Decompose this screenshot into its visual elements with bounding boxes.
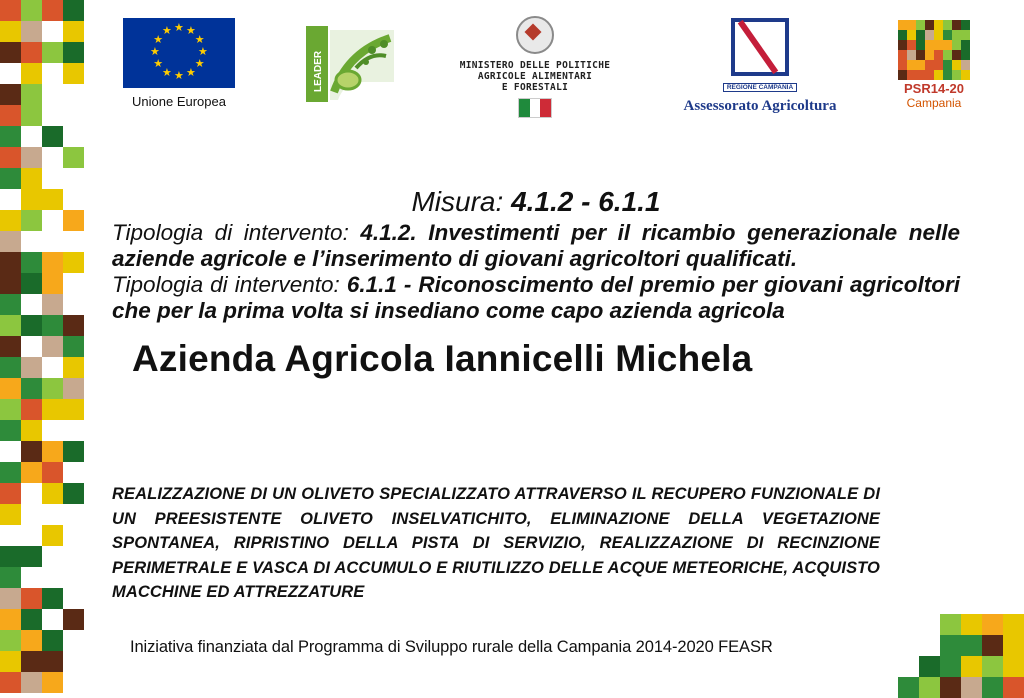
mosaic-tile: [0, 651, 21, 672]
mosaic-tile: [0, 273, 21, 294]
mosaic-tile: [21, 630, 42, 651]
regione-campania-small-label: REGIONE CAMPANIA: [723, 83, 797, 92]
psr-mosaic-tile: [952, 40, 961, 50]
mosaic-tile: [919, 656, 940, 677]
psr-mosaic-tile: [943, 40, 952, 50]
mosaic-tile: [42, 273, 63, 294]
decorative-mosaic-left: [0, 0, 88, 698]
mosaic-tile: [63, 252, 84, 273]
psr-mosaic-tile: [952, 30, 961, 40]
mosaic-tile: [1003, 677, 1024, 698]
mosaic-tile: [0, 504, 21, 525]
psr-mosaic-tile: [898, 70, 907, 80]
psr-mosaic-tile: [943, 20, 952, 30]
mosaic-tile: [42, 42, 63, 63]
mosaic-tile: [42, 252, 63, 273]
tipologia-1-label: Tipologia di intervento:: [112, 220, 361, 245]
mosaic-tile: [0, 672, 21, 693]
psr-mosaic-tile: [934, 40, 943, 50]
tipologia-1: [112, 220, 960, 272]
mosaic-tile: [961, 614, 982, 635]
mosaic-tile: [0, 21, 21, 42]
psr-mosaic-tile: [916, 40, 925, 50]
leader-logo: [304, 22, 400, 108]
eu-star-icon: ★: [150, 46, 160, 58]
psr-logo: [894, 20, 974, 110]
mosaic-tile: [42, 483, 63, 504]
psr-mosaic-tile: [943, 50, 952, 60]
psr-mosaic-tile: [952, 50, 961, 60]
mosaic-tile: [982, 614, 1003, 635]
psr-mosaic-tile: [934, 70, 943, 80]
eu-star-icon: ★: [186, 66, 196, 79]
psr-mosaic-tile: [934, 60, 943, 70]
mosaic-tile: [961, 635, 982, 656]
psr-mosaic-tile: [961, 40, 970, 50]
mosaic-tile: [0, 231, 21, 252]
mosaic-tile: [63, 378, 84, 399]
mosaic-tile: [1003, 614, 1024, 635]
mosaic-tile: [21, 210, 42, 231]
mosaic-tile: [63, 63, 84, 84]
mosaic-tile: [42, 651, 63, 672]
mosaic-tile: [42, 336, 63, 357]
italian-republic-emblem-icon: [516, 16, 554, 54]
mosaic-tile: [63, 21, 84, 42]
mosaic-tile: [21, 21, 42, 42]
mosaic-tile: [63, 315, 84, 336]
eu-star-icon: ★: [198, 46, 208, 58]
psr-mosaic-tile: [898, 50, 907, 60]
psr-mosaic-tile: [916, 30, 925, 40]
mosaic-tile: [940, 635, 961, 656]
psr-subtitle: Campania: [906, 96, 962, 110]
ministero-line-2: AGRICOLE ALIMENTARI: [477, 71, 593, 82]
psr-mosaic-tile: [934, 50, 943, 60]
psr-mosaic-tile: [952, 70, 961, 80]
tipologia-2: [112, 272, 960, 324]
psr-mosaic-tile: [943, 70, 952, 80]
mosaic-tile: [0, 252, 21, 273]
psr-mosaic-tile: [916, 70, 925, 80]
italian-flag-icon: [518, 98, 552, 118]
mosaic-tile: [1003, 635, 1024, 656]
mosaic-tile: [0, 483, 21, 504]
mosaic-tile: [42, 630, 63, 651]
mosaic-tile: [21, 588, 42, 609]
assessorato-label: Assessorato Agricoltura: [683, 98, 837, 114]
regione-campania-logo: [670, 18, 850, 115]
psr-mosaic-tile: [907, 50, 916, 60]
mosaic-tile: [0, 399, 21, 420]
eu-flag-icon: [123, 18, 235, 88]
ministero-line-1: MINISTERO DELLE POLITICHE: [459, 60, 611, 71]
psr-mosaic-tile: [907, 60, 916, 70]
mosaic-tile: [21, 42, 42, 63]
mosaic-tile: [919, 677, 940, 698]
mosaic-tile: [21, 546, 42, 567]
mosaic-tile: [0, 126, 21, 147]
mosaic-tile: [1003, 656, 1024, 677]
psr-mosaic-tile: [925, 40, 934, 50]
mosaic-tile: [63, 42, 84, 63]
mosaic-tile: [0, 630, 21, 651]
mosaic-tile: [982, 677, 1003, 698]
psr-mosaic-tile: [898, 30, 907, 40]
mosaic-tile: [21, 378, 42, 399]
mosaic-tile: [21, 147, 42, 168]
mosaic-tile: [21, 609, 42, 630]
mosaic-tile: [21, 462, 42, 483]
mosaic-tile: [63, 0, 84, 21]
eu-star-icon: ★: [174, 22, 184, 34]
psr-mosaic-tile: [907, 20, 916, 30]
mosaic-tile: [42, 189, 63, 210]
misura-label: Misura:: [411, 186, 512, 217]
psr-mosaic-tile: [925, 60, 934, 70]
mosaic-tile: [21, 651, 42, 672]
psr-mosaic-tile: [961, 30, 970, 40]
psr-mosaic-tile: [934, 20, 943, 30]
eu-star-icon: ★: [162, 25, 172, 38]
mosaic-tile: [940, 614, 961, 635]
azienda-name: Azienda Agricola Iannicelli Michela: [132, 338, 753, 379]
mosaic-tile: [0, 546, 21, 567]
psr-mosaic-tile: [952, 20, 961, 30]
mosaic-tile: [0, 147, 21, 168]
mosaic-tile: [21, 63, 42, 84]
mosaic-tile: [0, 105, 21, 126]
psr-mosaic-tile: [916, 60, 925, 70]
ministero-name: [430, 60, 640, 93]
mosaic-tile: [21, 189, 42, 210]
psr-label: [894, 82, 974, 110]
mosaic-tile: [21, 273, 42, 294]
mosaic-tile: [0, 294, 21, 315]
psr-mosaic-tile: [961, 70, 970, 80]
mosaic-tile: [63, 399, 84, 420]
main-content: [112, 186, 960, 380]
mosaic-tile: [898, 677, 919, 698]
mosaic-tile: [63, 483, 84, 504]
leader-text: LEADER: [313, 50, 324, 92]
psr-mosaic-icon: [898, 20, 970, 80]
mosaic-tile: [961, 677, 982, 698]
eu-star-icon: ★: [174, 70, 184, 82]
mosaic-tile: [0, 567, 21, 588]
psr-mosaic-tile: [952, 60, 961, 70]
mosaic-tile: [0, 0, 21, 21]
eu-label: Unione Europea: [132, 94, 226, 109]
mosaic-tile: [21, 441, 42, 462]
mosaic-tile: [21, 84, 42, 105]
mosaic-tile: [0, 609, 21, 630]
ministero-line-3: E FORESTALI: [501, 82, 569, 93]
mosaic-tile: [42, 315, 63, 336]
mosaic-tile: [0, 462, 21, 483]
eu-star-icon: ★: [194, 34, 205, 46]
eu-star-icon: ★: [186, 25, 196, 38]
ministero-logo: [430, 16, 640, 122]
mosaic-tile: [21, 420, 42, 441]
psr-mosaic-tile: [907, 30, 916, 40]
mosaic-tile: [21, 105, 42, 126]
mosaic-tile: [21, 315, 42, 336]
mosaic-tile: [63, 357, 84, 378]
psr-mosaic-tile: [943, 60, 952, 70]
mosaic-tile: [0, 357, 21, 378]
mosaic-tile: [42, 294, 63, 315]
misura-heading: [112, 186, 960, 218]
psr-mosaic-tile: [907, 70, 916, 80]
psr-mosaic-tile: [961, 50, 970, 60]
mosaic-tile: [63, 210, 84, 231]
eu-star-icon: ★: [153, 34, 164, 46]
mosaic-tile: [21, 357, 42, 378]
mosaic-tile: [63, 336, 84, 357]
leader-icon: [304, 22, 400, 108]
mosaic-tile: [0, 315, 21, 336]
mosaic-tile: [42, 525, 63, 546]
mosaic-tile: [0, 336, 21, 357]
eu-star-icon: ★: [194, 58, 205, 70]
psr-title: PSR14-20: [904, 81, 964, 96]
mosaic-tile: [21, 399, 42, 420]
mosaic-tile: [42, 126, 63, 147]
mosaic-tile: [0, 84, 21, 105]
mosaic-tile: [0, 588, 21, 609]
mosaic-tile: [42, 462, 63, 483]
regione-campania-shield-icon: [731, 18, 789, 76]
mosaic-tile: [0, 210, 21, 231]
mosaic-tile: [63, 441, 84, 462]
mosaic-tile: [21, 168, 42, 189]
eu-star-icon: ★: [162, 66, 172, 79]
mosaic-tile: [982, 635, 1003, 656]
mosaic-tile: [0, 378, 21, 399]
mosaic-tile: [42, 399, 63, 420]
decorative-mosaic-corner: [898, 614, 1024, 698]
psr-mosaic-tile: [925, 50, 934, 60]
mosaic-tile: [42, 441, 63, 462]
eu-logo: [120, 18, 238, 109]
mosaic-tile: [42, 672, 63, 693]
mosaic-tile: [0, 168, 21, 189]
mosaic-tile: [982, 656, 1003, 677]
tipologia-1-text: 4.1.2. Investimenti per il ricambio generazionale nelle aziende agricole e l’inserimento di giovani agricoltori qualificati.: [112, 220, 960, 271]
psr-mosaic-tile: [898, 60, 907, 70]
mosaic-tile: [42, 378, 63, 399]
mosaic-tile: [42, 588, 63, 609]
psr-mosaic-tile: [916, 50, 925, 60]
eu-star-icon: ★: [153, 58, 164, 70]
mosaic-tile: [21, 672, 42, 693]
funding-footer: Iniziativa finanziata dal Programma di Sviluppo rurale della Campania 2014-2020 FEASR: [130, 638, 773, 656]
psr-mosaic-tile: [916, 20, 925, 30]
mosaic-tile: [0, 42, 21, 63]
psr-mosaic-tile: [925, 70, 934, 80]
psr-mosaic-tile: [898, 40, 907, 50]
mosaic-tile: [42, 0, 63, 21]
psr-mosaic-tile: [961, 20, 970, 30]
mosaic-tile: [63, 609, 84, 630]
tipologia-2-label: Tipologia di intervento:: [112, 272, 347, 297]
tipologia-2-text: 6.1.1 - Riconoscimento del premio per giovani agricoltori che per la prima volta si insediano come capo azienda agricola: [112, 272, 960, 323]
project-description: REALIZZAZIONE DI UN OLIVETO SPECIALIZZATO ATTRAVERSO IL RECUPERO FUNZIONALE DI UN PREESISTENTE OLIVETO INSELVATICHITO, ELIMINAZIONE DELLA VEGETAZIONE SPONTANEA, RIPRISTINO DELLA PISTA DI SERVIZIO, REALIZZAZIONE DI RECINZIONE PERIMETRALE E VASCA DI ACCUMULO E RIUTILIZZO DELLE ACQUE METEORICHE, ACQUISTO MACCHINE ED ATTREZZATURE: [112, 485, 880, 601]
psr-mosaic-tile: [925, 20, 934, 30]
psr-mosaic-tile: [907, 40, 916, 50]
mosaic-tile: [21, 0, 42, 21]
mosaic-tile: [940, 677, 961, 698]
mosaic-tile: [21, 252, 42, 273]
psr-mosaic-tile: [934, 30, 943, 40]
logo-bar: [110, 12, 990, 122]
mosaic-tile: [961, 656, 982, 677]
psr-mosaic-tile: [943, 30, 952, 40]
misura-value: 4.1.2 - 6.1.1: [511, 186, 661, 217]
psr-mosaic-tile: [898, 20, 907, 30]
mosaic-tile: [63, 147, 84, 168]
psr-mosaic-tile: [961, 60, 970, 70]
psr-mosaic-tile: [925, 30, 934, 40]
mosaic-tile: [940, 656, 961, 677]
mosaic-tile: [0, 420, 21, 441]
